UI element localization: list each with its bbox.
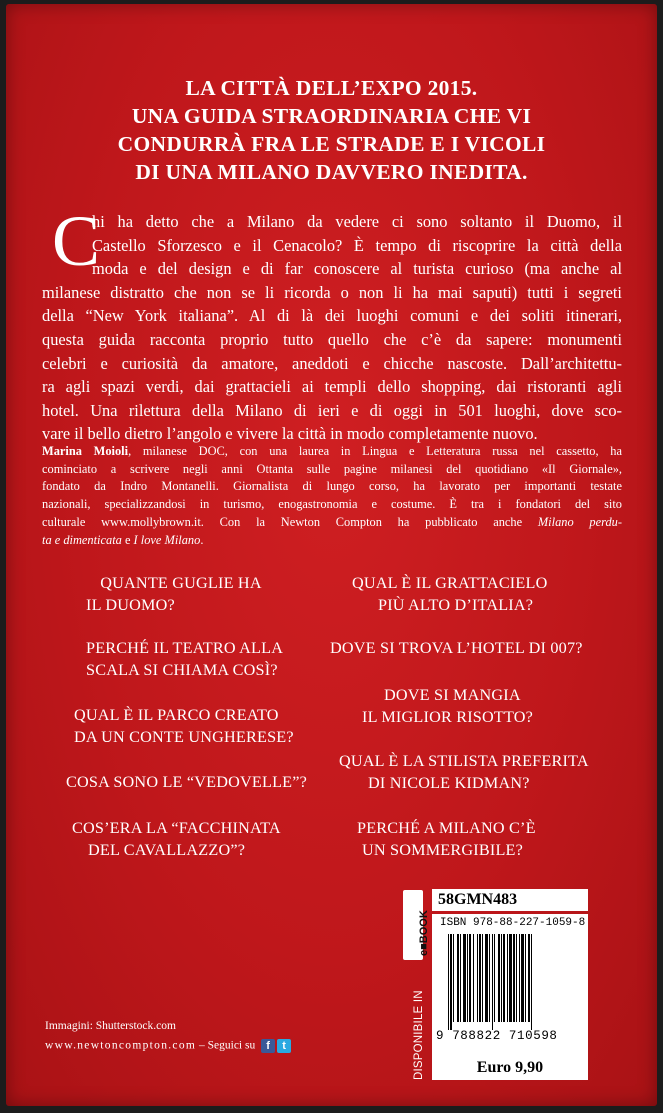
barcode-bar (489, 934, 490, 1022)
blurb-line: Castello Sforzesco e il Cenacolo? È tempo di riscoprire la città della (92, 235, 622, 255)
barcode-bar (453, 934, 454, 1022)
barcode-bar (477, 934, 478, 1022)
barcode-bar (479, 934, 481, 1022)
ebook-label: DISPONIBILE IN (413, 990, 425, 1080)
blurb-line: milanese distratto che non se li ricorda o non li ha mai saputi) tutti i segreti (42, 282, 622, 302)
headline-line-2: UNA GUIDA STRAORDINARIA CHE VI (131, 104, 532, 128)
barcode-bar (498, 934, 500, 1022)
headline-line-1: LA CITTÀ DELL’EXPO 2015. (185, 76, 478, 100)
blurb-line: questa guida racconta proprio tutto quello che c’è da sapere: monumenti (42, 329, 622, 349)
question-left-3: QUAL È IL PARCO CREATO DA UN CONTE UNGHERESE? (74, 706, 294, 746)
ebook-availability (400, 890, 430, 1080)
ebook-logo: e■BOOK (403, 890, 423, 960)
question-left-2: PERCHÉ IL TEATRO ALLA SCALA SI CHIAMA COSÌ? (86, 639, 284, 679)
barcode-bar (516, 934, 517, 1022)
barcode-bar (525, 934, 526, 1022)
question-right-1: QUAL È IL GRATTACIELO PIÙ ALTO D’ITALIA? (352, 574, 548, 614)
twitter-icon: t (277, 1039, 291, 1053)
price: Euro 9,90 (432, 1058, 588, 1080)
question-right-2: DOVE SI TROVA L’HOTEL DI 007? (330, 639, 583, 657)
barcode-bar (467, 934, 468, 1022)
barcode-bar (457, 934, 459, 1022)
barcode-bar (531, 934, 532, 1030)
author-line: nazionali, specializzandosi in turismo, enogastronomia e costume. È tra i fondatori del sito (42, 497, 622, 512)
barcode-bar (519, 934, 520, 1022)
blurb (42, 210, 622, 446)
barcode-bar (485, 934, 488, 1022)
site-url: www.newtoncompton.com (45, 1039, 197, 1052)
barcode-bar (469, 934, 471, 1022)
author-line: ta e dimenticata e I love Milano. (42, 532, 204, 547)
question-left-5: COS’ERA LA “FACCHINATA DEL CAVALLAZZO”? (72, 819, 281, 859)
barcode-bar (463, 934, 466, 1022)
author-bio (42, 443, 622, 549)
barcode-bar (503, 934, 505, 1022)
barcode-digits: 9 788822 710598 (436, 1029, 558, 1043)
blurb-line: ra agli spazi verdi, dai grattacieli ai templi dello shopping, dai ristoranti agli (42, 377, 622, 397)
image-credit: Immagini: Shutterstock.com (45, 1020, 176, 1032)
product-code: 58GMN483 (432, 889, 588, 911)
isbn: ISBN 978-88-227-1059-8 (440, 917, 586, 929)
facebook-icon: f (261, 1039, 275, 1053)
barcode-bar (513, 934, 515, 1022)
blurb-line: moda e del design e di far conoscere al turista curioso (ma anche al (92, 259, 622, 279)
barcode-bar (448, 934, 449, 1030)
question-left-4: COSA SONO LE “VEDOVELLE”? (66, 773, 308, 791)
headline-line-4: DI UNA MILANO DAVVERO INEDITA. (135, 160, 528, 184)
barcode-bar (507, 934, 508, 1022)
headline (0, 74, 663, 186)
barcode-panel (432, 914, 588, 1058)
headline-line-3: CONDURRÀ FRA LE STRADE E I VICOLI (117, 132, 546, 156)
blurb-line: della “New York italiana”. Al di là dei luoghi comuni e dei soliti itinerari, (42, 306, 622, 326)
author-line: culturale www.mollybrown.it. Con la Newton Compton ha pubblicato anche Milano perdu- (42, 514, 622, 529)
blurb-line: vare il bello dietro l’angolo e vivere la città in modo completamente nuovo. (42, 424, 538, 444)
question-right-5: PERCHÉ A MILANO C’È UN SOMMERGIBILE? (357, 819, 536, 859)
blurb-line: hi ha detto che a Milano da vedere ci sono soltanto il Duomo, il (92, 212, 622, 231)
follow-label: – Seguici su (196, 1039, 256, 1052)
blurb-line: celebri e curiosità da amatore, aneddoti e chicche nascoste. Dall’architettu- (42, 353, 622, 373)
barcode-bar (460, 934, 461, 1022)
author-line: fondato da Indro Montanelli. Giornalista di lungo corso, ha lavorato per importanti testate (42, 479, 622, 494)
barcode-bar (450, 934, 452, 1030)
barcode-bar (501, 934, 502, 1022)
barcode-bar (492, 934, 493, 1030)
barcode-bar (528, 934, 530, 1022)
question-right-4: QUAL È LA STILISTA PREFERITA DI NICOLE KIDMAN? (339, 752, 589, 792)
question-right-3: DOVE SI MANGIA IL MIGLIOR RISOTTO? (362, 686, 534, 726)
barcode-icon (446, 934, 574, 1030)
question-left-1: QUANTE GUGLIE HA IL DUOMO? (86, 574, 262, 614)
barcode-bar (494, 934, 495, 1022)
blurb-line: hotel. Una rilettura della Milano di ieri e di oggi in 501 luoghi, dove sco- (42, 400, 622, 420)
barcode-bar (521, 934, 524, 1022)
author-name: Marina Moioli (42, 444, 129, 458)
barcode-bar (509, 934, 512, 1022)
barcode-bar (473, 934, 474, 1022)
publisher-site (45, 1039, 293, 1053)
social-icons (261, 1039, 293, 1053)
barcode-bar (482, 934, 483, 1022)
drop-cap: C (52, 201, 101, 281)
author-line: cominciato a scrivere negli anni Ottanta sulle pagine milanesi del quotidiano «Il Giornale», (42, 461, 622, 476)
author-line: Marina Moioli, milanese DOC, con una laurea in Lingua e Letteratura russa nel cassetto, ha (42, 444, 623, 458)
